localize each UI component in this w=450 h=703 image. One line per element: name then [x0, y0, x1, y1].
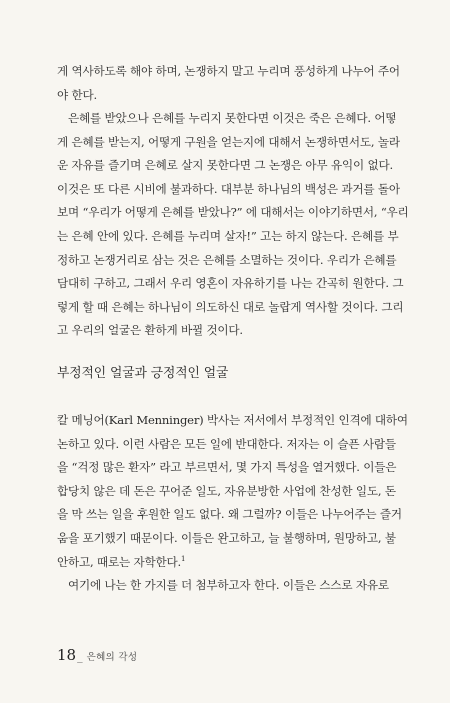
text-line: 은혜를 받았으나 은혜를 누리지 못한다면 이것은 죽은 은혜다. 어떻: [68, 111, 397, 125]
running-title: 은혜의 각성: [86, 652, 138, 663]
page-footer: [57, 646, 137, 666]
text-line: 게 은혜를 받는지, 어떻게 구원을 얻는지에 대해서 논쟁하면서도, 놀라: [57, 134, 400, 149]
text-line: 정하고 논쟁거리로 삼는 것은 은혜를 소멸하는 것이다. 우리가 은혜를: [57, 252, 397, 267]
text-line: 을 막 쓰는 일을 후원한 일도 없다. 왜 그럴까? 이들은 나누어주는 즐거: [57, 507, 402, 522]
text-line: 을 “걱정 많은 환자” 라고 부르면서, 몇 가지 특성을 열거했다. 이들은: [57, 460, 397, 475]
paragraph-continuation: [57, 60, 400, 107]
text-line: 는 은혜 안에 있다. 은혜를 누리며 살자!” 고는 하지 않는다. 은혜를 부: [57, 228, 399, 243]
page-number: 18: [57, 646, 77, 664]
text-line: 논하고 있다. 이런 사람은 모든 일에 반대한다. 저자는 이 슬픈 사람들: [57, 436, 396, 451]
text-line: 렇게 할 때 은혜는 하나님이 의도하신 대로 놀랍게 역사할 것이다. 그리: [57, 299, 404, 314]
text-line: 합당치 않은 데 돈은 꾸어준 일도, 자유분방한 사업에 찬성한 일도, 돈: [57, 483, 396, 498]
text-line: 움을 포기했기 때문이다. 이들은 완고하고, 늘 불행하며, 원망하고, 불: [57, 530, 396, 545]
text-line: 운 자유를 즐기며 은혜로 살지 못한다면 그 논쟁은 아무 유익이 없다.: [57, 158, 393, 173]
paragraph-menninger: [57, 409, 408, 598]
text-line-content: 안하고, 때로는 자학한다.: [57, 554, 181, 569]
text-line: 칼 메닝어(Karl Menninger) 박사는 저서에서 부정적인 인격에 대하여: [57, 413, 408, 427]
paragraph-grace: [57, 107, 409, 343]
text-line: 보며 “우리가 어떻게 은혜를 받았나?” 에 대해서는 이야기하면서, “우리: [57, 205, 409, 220]
text-line: 여기에 나는 한 가지를 더 첨부하고자 한다. 이들은 스스로 자유로: [68, 578, 389, 593]
text-line: 게 역사하도록 해야 하며, 논쟁하지 말고 누리며 풍성하게 나누어 주어: [57, 64, 400, 78]
text-line: 야 한다.: [57, 87, 97, 102]
text-line: [57, 551, 393, 575]
text-line: 고 우리의 얼굴은 환하게 바뀔 것이다.: [57, 323, 243, 338]
section-heading: 부정적인 얼굴과 긍정적인 얼굴: [57, 366, 229, 381]
footer-separator: _: [77, 650, 83, 663]
text-line: 이것은 또 다른 시비에 불과하다. 대부분 하나님의 백성은 과거를 돌아: [57, 181, 400, 196]
text-line: 담대히 구하고, 그래서 우리 영혼이 자유하기를 나는 간곡히 원한다. 그: [57, 276, 404, 291]
footnote-marker[interactable]: 1: [180, 554, 186, 563]
